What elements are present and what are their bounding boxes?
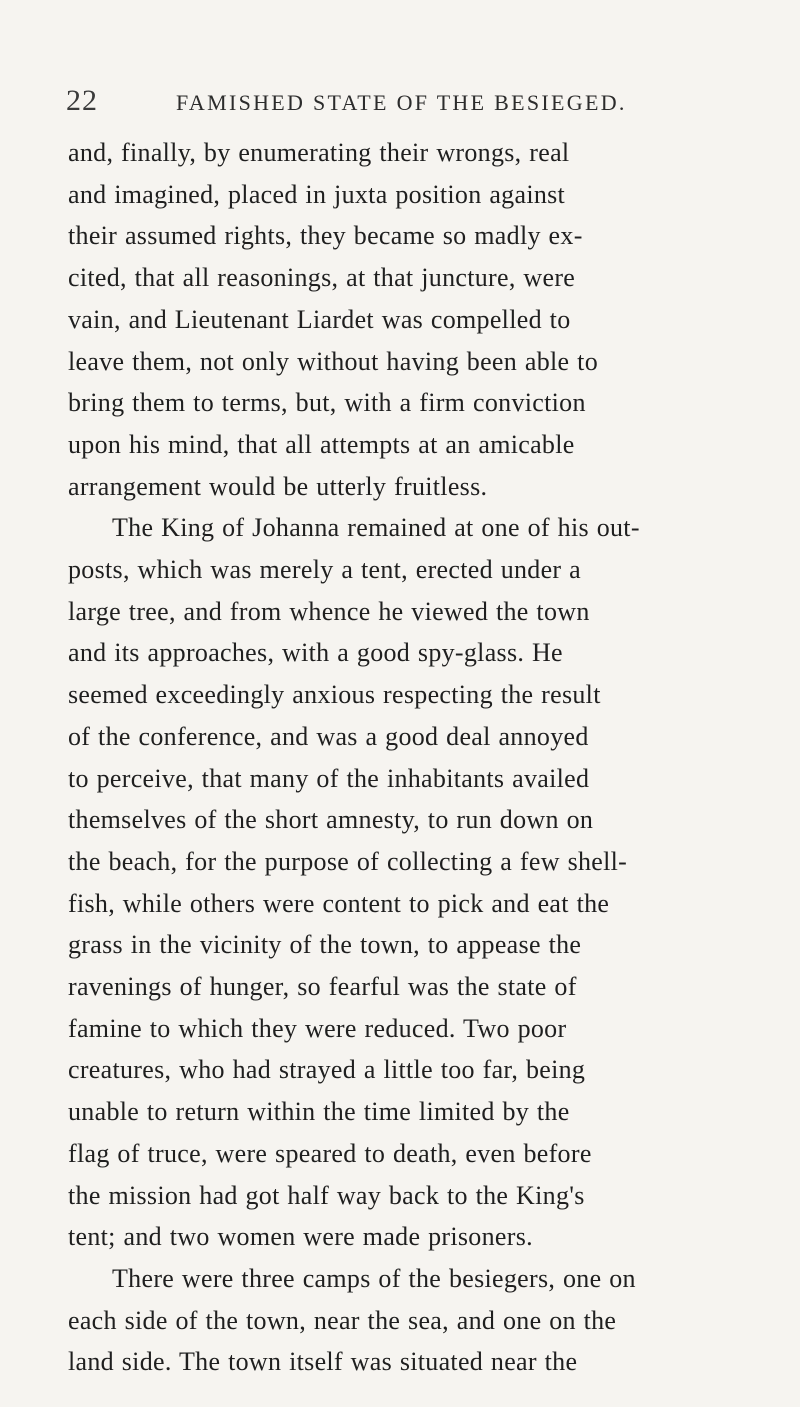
- paragraph-start-line: There were three camps of the besiegers, one on: [112, 1263, 636, 1293]
- text-line: unable to return within the time limited by the: [68, 1097, 570, 1127]
- text-line: large tree, and from whence he viewed the town: [68, 596, 590, 626]
- text-line: creatures, who had strayed a little too far, being: [68, 1055, 586, 1085]
- text-line: to perceive, that many of the inhabitants availed: [68, 763, 590, 793]
- text-line: fish, while others were content to pick and eat the: [68, 888, 610, 918]
- text-line: the beach, for the purpose of collecting a few shell-: [68, 846, 628, 876]
- text-line: upon his mind, that all attempts at an amicable: [68, 429, 575, 459]
- body-text: [68, 132, 750, 1383]
- text-line: of the conference, and was a good deal annoyed: [68, 721, 589, 751]
- text-line: tent; and two women were made prisoners.: [68, 1222, 533, 1252]
- text-line: posts, which was merely a tent, erected under a: [68, 555, 582, 585]
- text-line: themselves of the short amnesty, to run down on: [68, 805, 594, 835]
- text-line: grass in the vicinity of the town, to appease the: [68, 930, 582, 960]
- text-line: seemed exceedingly anxious respecting the result: [68, 680, 601, 710]
- text-line: each side of the town, near the sea, and one on the: [68, 1305, 617, 1335]
- text-line: land side. The town itself was situated near the: [68, 1347, 578, 1377]
- text-line: their assumed rights, they became so madly ex-: [68, 221, 583, 251]
- text-line: and, finally, by enumerating their wrongs, real: [68, 138, 570, 167]
- running-head: FAMISHED STATE OF THE BESIEGED.: [176, 90, 627, 115]
- text-line: ravenings of hunger, so fearful was the state of: [68, 972, 577, 1002]
- page-number: 22: [66, 84, 98, 117]
- text-line: the mission had got half way back to the King's: [68, 1180, 585, 1210]
- text-line: and imagined, placed in juxta position against: [68, 179, 566, 209]
- text-line: cited, that all reasonings, at that juncture, were: [68, 263, 576, 293]
- page-header: [66, 84, 746, 128]
- text-line: and its approaches, with a good spy-glass. He: [68, 638, 563, 668]
- text-line: flag of truce, were speared to death, even before: [68, 1138, 592, 1168]
- text-line: famine to which they were reduced. Two poor: [68, 1013, 567, 1043]
- paragraph-start-line: The King of Johanna remained at one of his out-: [112, 513, 640, 543]
- text-line: leave them, not only without having been able to: [68, 346, 598, 376]
- text-line: arrangement would be utterly fruitless.: [68, 471, 488, 501]
- text-line: vain, and Lieutenant Liardet was compelled to: [68, 304, 571, 334]
- text-line: bring them to terms, but, with a firm conviction: [68, 388, 586, 418]
